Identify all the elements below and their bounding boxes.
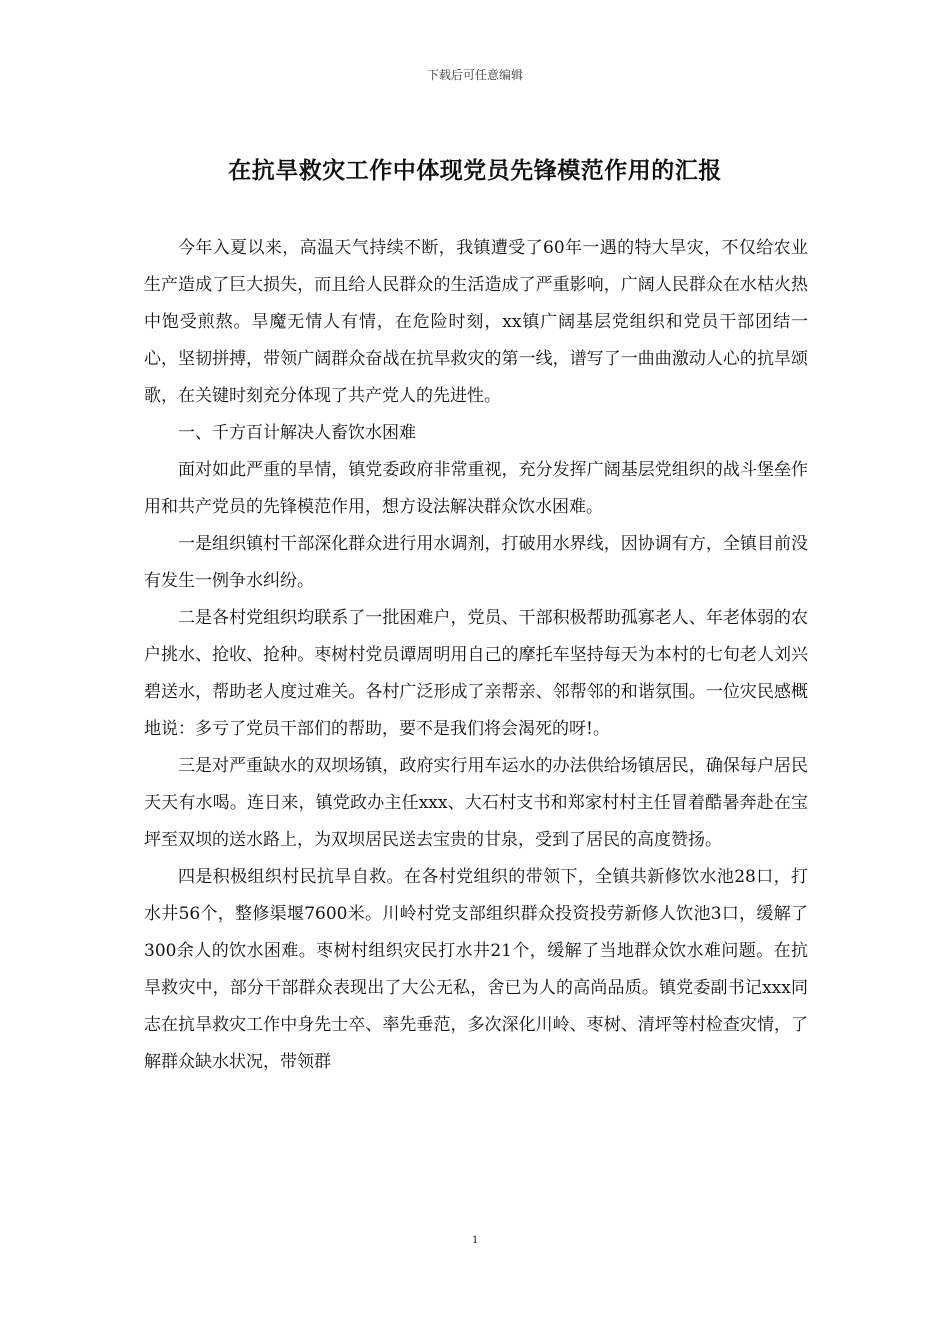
page-number: 1 [472,1232,478,1246]
document-body [144,230,808,1081]
header-note: 下载后可任意编辑 [426,68,523,82]
paragraph-item-3: 三是对严重缺水的双坝场镇，政府实行用车运水的办法供给场镇居民，确保每户居民天天有水喝。连日来，镇党政办主任xxx、大石村支书和郑家村村主任冒着酷暑奔赴在宝坪至双坝的送水路上，为双坝居民送去宝贵的甘泉，受到了居民的高度赞扬。 [144,756,808,850]
paragraph-item-1: 一是组织镇村干部深化群众进行用水调剂，打破用水界线，因协调有方，全镇目前没有发生一例争水纠纷。 [144,534,808,591]
paragraph-intro: 今年入夏以来，高温天气持续不断，我镇遭受了60年一遇的特大旱灾，不仅给农业生产造成了巨大损失，而且给人民群众的生活造成了严重影响，广阔人民群众在水枯火热中饱受煎熬。旱魔无情人有情，在危险时刻，xx镇广阔基层党组织和党员干部团结一心，坚韧拼搏，带领广阔群众奋战在抗旱救灾的第一线，谱写了一曲曲激动人心的抗旱颂歌，在关键时刻充分体现了共产党人的先进性。 [144,238,808,406]
section-heading-1: 一、千方百计解决人畜饮水困难 [178,423,416,443]
paragraph-item-2: 二是各村党组织均联系了一批困难户，党员、干部积极帮助孤寡老人、年老体弱的农户挑水、抢收、抢种。枣树村党员谭周明用自己的摩托车坚持每天为本村的七旬老人刘兴碧送水，帮助老人度过难关。各村广泛形成了亲帮亲、邻帮邻的和谐氛围。一位灾民感概地说：多亏了党员干部们的帮助，要不是我们将会渴死的呀!。 [144,608,808,739]
paragraph-item-4: 四是积极组织村民抗旱自救。在各村党组织的带领下，全镇共新修饮水池28口，打水井56个，整修渠堰7600米。川岭村党支部组织群众投资投劳新修人饮池3口，缓解了300余人的饮水困难。枣树村组织灾民打水井21个，缓解了当地群众饮水难问题。在抗旱救灾中，部分干部群众表现出了大公无私，舍已为人的高尚品质。镇党委副书记xxx同志在抗旱救灾工作中身先士卒、率先垂范，多次深化川岭、枣树、清坪等村检查灾情，了解群众缺水状况，带领群 [144,867,808,1072]
paragraph-section-1-overview: 面对如此严重的旱情，镇党委政府非常重视，充分发挥广阔基层党组织的战斗堡垒作用和共产党员的先锋模范作用，想方设法解决群众饮水困难。 [144,460,808,517]
document-title: 在抗旱救灾工作中体现党员先锋模范作用的汇报 [228,158,722,184]
